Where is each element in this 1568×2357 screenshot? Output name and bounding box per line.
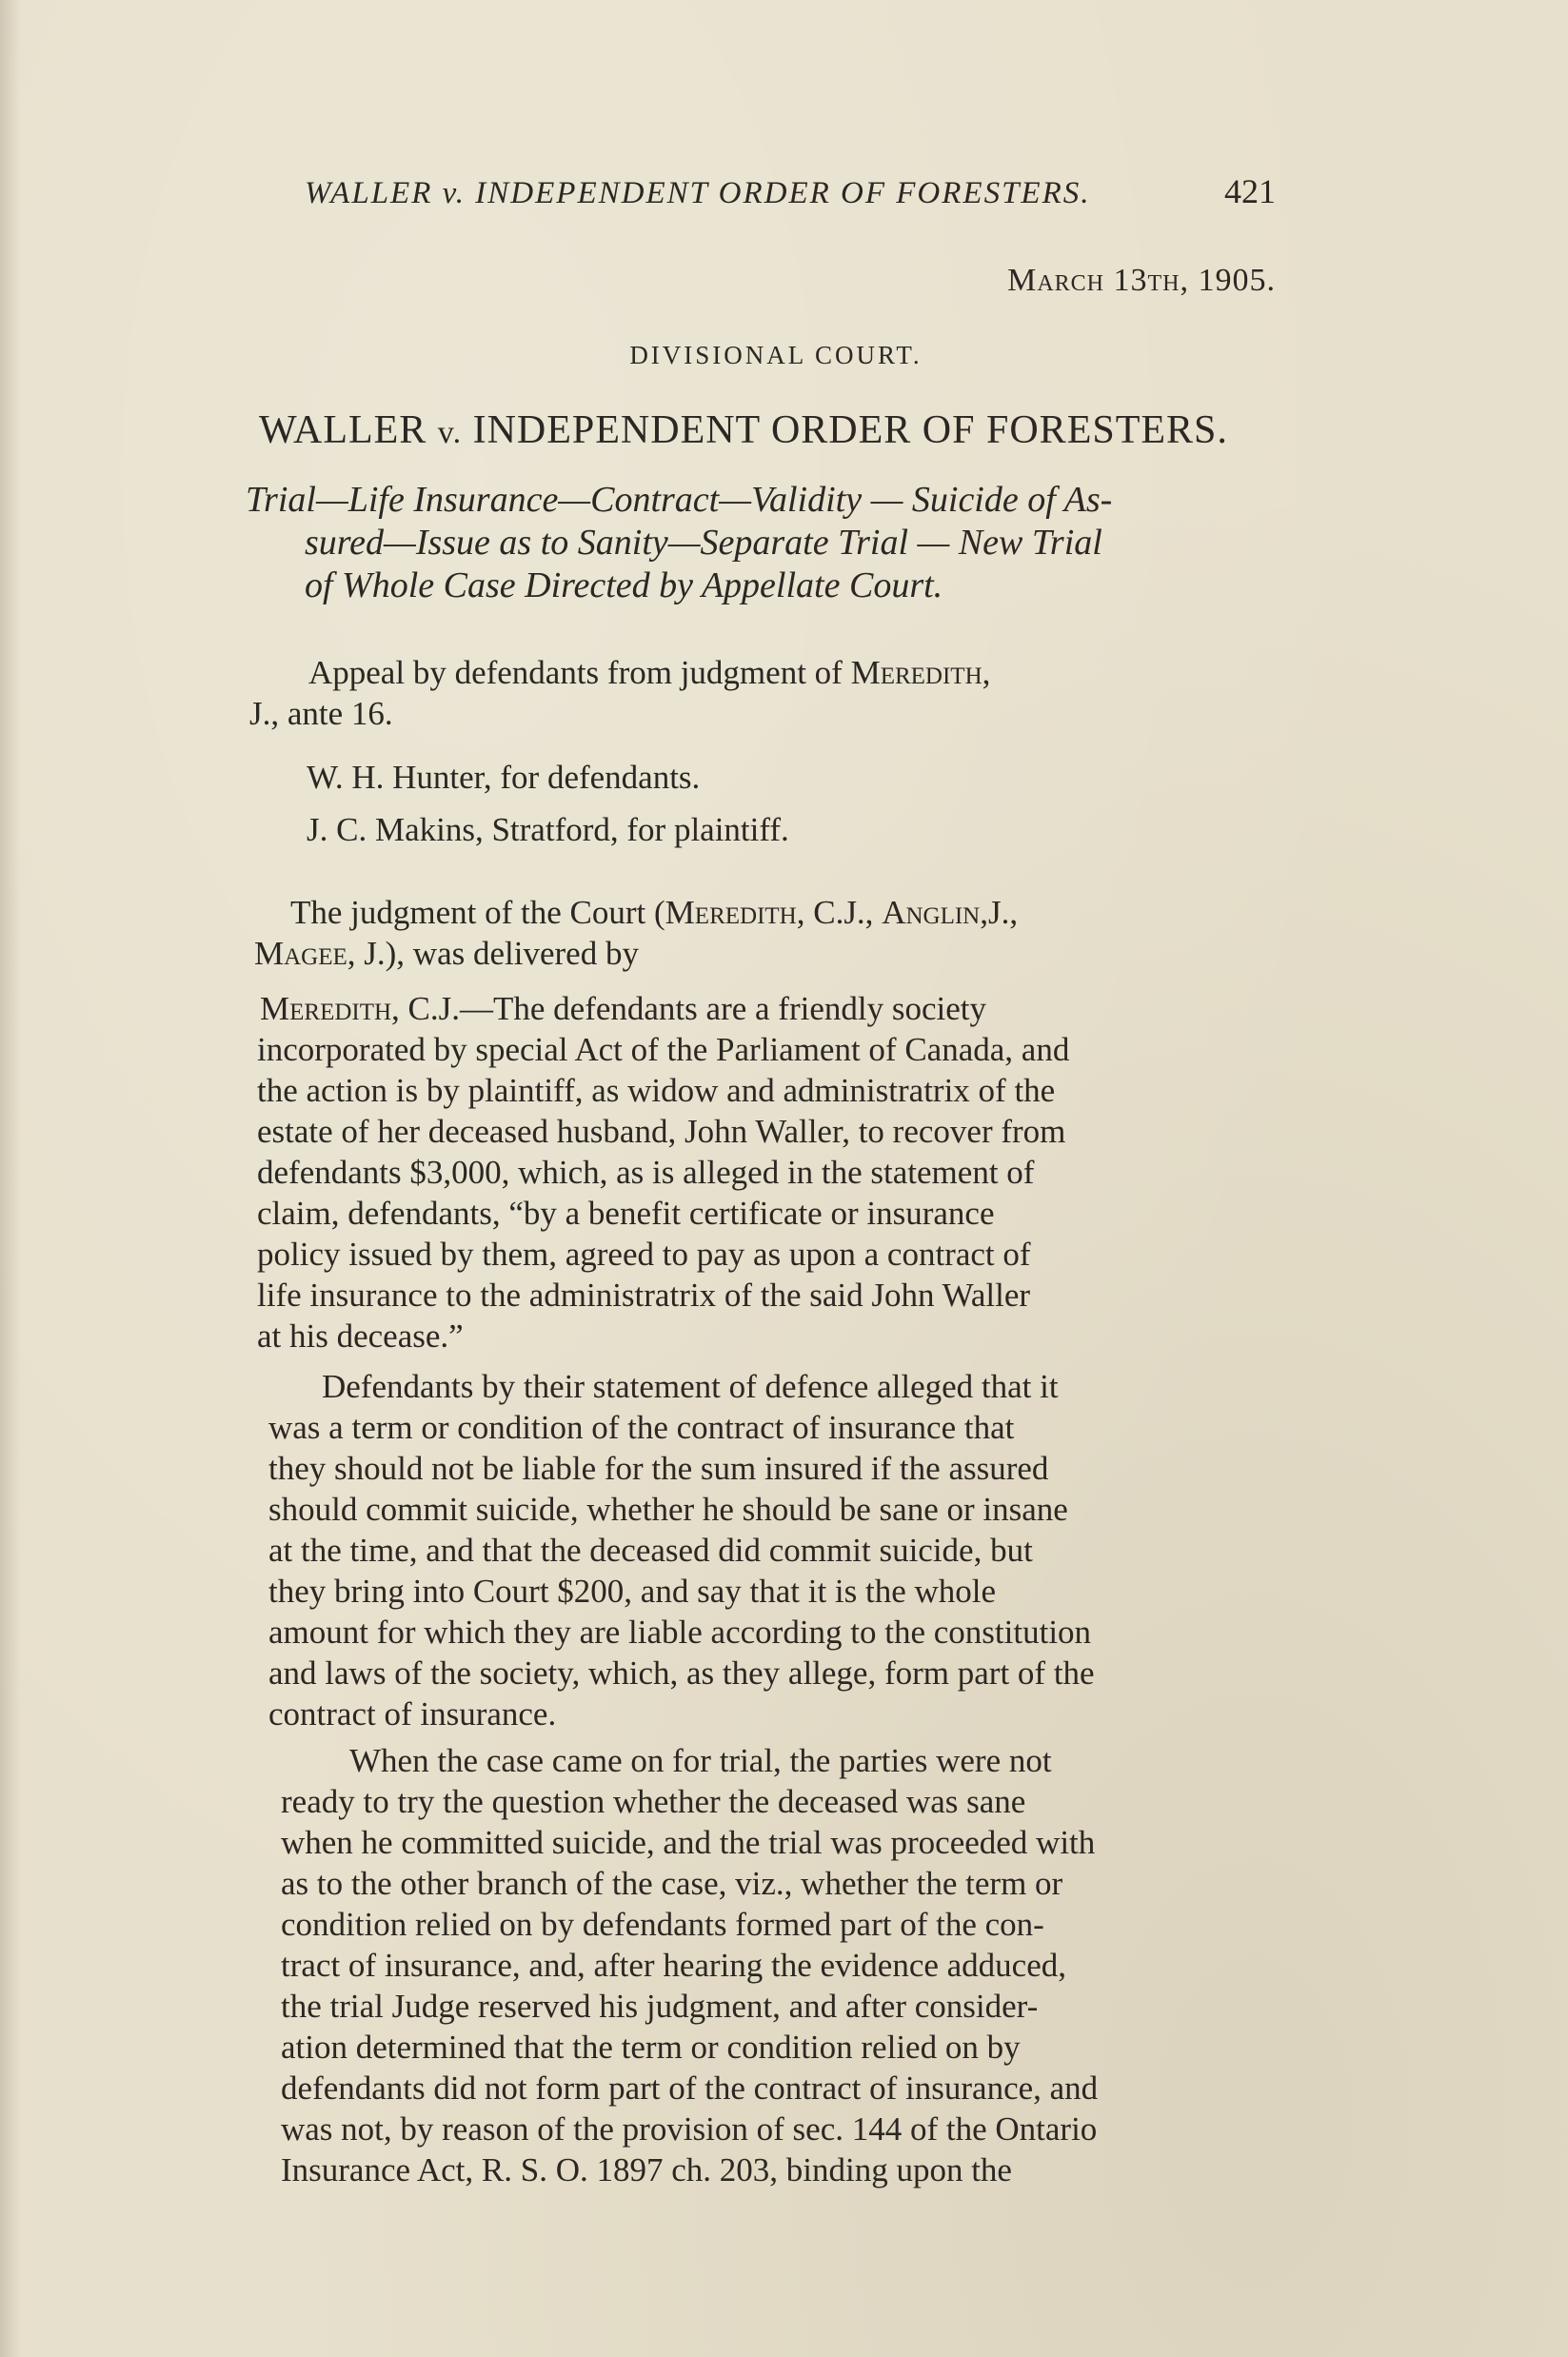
body-line: tract of insurance, and, after hearing the evidence adduced, (281, 1947, 1066, 1984)
body-line: the action is by plaintiff, as widow and administratrix of the (257, 1072, 1056, 1109)
body-line: defendants $3,000, which, as is alleged in the statement of (257, 1154, 1035, 1191)
appeal-line: J., ante 16. (249, 695, 393, 732)
judge-name: Magee, (254, 935, 356, 972)
running-head-title: WALLER v. INDEPENDENT ORDER OF FORESTERS. (305, 176, 1091, 210)
body-line: they should not be liable for the sum insured if the assured (268, 1450, 1049, 1487)
case-versus: v. (437, 415, 463, 450)
page-edge-shadow (0, 0, 21, 2357)
body-line: policy issued by them, agreed to pay as upon a contract of (257, 1236, 1031, 1273)
judgment-intro-text: J., (987, 894, 1019, 931)
judgment-intro-text: C.J., (804, 894, 883, 931)
judgment-intro-text: J.), was delivered by (355, 935, 639, 972)
body-line: as to the other branch of the case, viz., whether the term or (281, 1865, 1063, 1902)
counsel-defendants: W. H. Hunter, for defendants. (307, 759, 701, 796)
case-defendant: INDEPENDENT ORDER OF FORESTERS. (472, 408, 1228, 452)
body-line: ation determined that the term or condition relied on by (281, 2029, 1021, 2066)
judgment-intro (254, 892, 1309, 974)
body-line: ready to try the question whether the deceased was sane (281, 1783, 1026, 1820)
body-line: estate of her deceased husband, John Waller, to recover from (257, 1113, 1066, 1150)
counsel-plaintiff: J. C. Makins, Stratford, for plaintiff. (307, 811, 789, 848)
body-line: should commit suicide, whether he should be sane or insane (268, 1491, 1068, 1528)
appeal-text: Appeal by defendants from judgment of (308, 654, 851, 691)
body-line (257, 988, 1314, 1029)
decision-date: March 13th, 1905. (1007, 263, 1276, 298)
body-line: claim, defendants, “by a benefit certificate or insurance (257, 1195, 995, 1232)
headnote-line: Trial—Life Insurance—Contract—Validity — Suicide of As- (246, 480, 1113, 520)
body-line: when he committed suicide, and the trial was proceeded with (281, 1824, 1096, 1861)
body-line: and laws of the society, which, as they allege, form part of the (268, 1654, 1095, 1692)
body-line: defendants did not form part of the contract of insurance, and (281, 2070, 1099, 2107)
headnote-line: of Whole Case Directed by Appellate Court. (305, 565, 943, 605)
body-line: life insurance to the administratrix of the said John Waller (257, 1277, 1031, 1314)
judge-name: Meredith, (260, 990, 400, 1027)
body-line: the trial Judge reserved his judgment, and after consider- (281, 1988, 1039, 2025)
body-paragraph-3 (281, 1740, 1319, 2190)
body-paragraph-1 (257, 988, 1314, 1357)
judge-name: Anglin, (882, 894, 988, 931)
court-name: DIVISIONAL COURT. (629, 341, 923, 369)
headnote-line: sured—Issue as to Sanity—Separate Trial — New Trial (305, 523, 1102, 563)
body-line: was a term or condition of the contract of insurance that (268, 1409, 1015, 1446)
headnote (246, 479, 1293, 607)
case-title (259, 407, 1297, 453)
judgment-intro-line (290, 892, 1309, 933)
body-line: at his decease.” (257, 1317, 464, 1355)
body-line: When the case came on for trial, the parties were not (349, 1742, 1052, 1779)
body-text: C.J.—The defendants are a friendly society (399, 990, 986, 1027)
judge-name: Meredith, (665, 894, 805, 931)
judgment-intro-line (254, 933, 1309, 974)
body-line: at the time, and that the deceased did commit suicide, but (268, 1532, 1033, 1569)
judge-name: Meredith, (850, 654, 991, 691)
appeal-line (249, 652, 1297, 693)
body-line: they bring into Court $200, and say that it is the whole (268, 1573, 997, 1610)
body-line: Insurance Act, R. S. O. 1897 ch. 203, binding upon the (281, 2151, 1012, 2189)
page-number: 421 (1224, 172, 1276, 210)
body-line: condition relied on by defendants formed part of the con- (281, 1906, 1044, 1943)
body-paragraph-2 (268, 1366, 1316, 1734)
body-line: amount for which they are liable according to the constitution (268, 1614, 1092, 1651)
case-plaintiff: WALLER (259, 408, 427, 452)
body-line: incorporated by special Act of the Parliament of Canada, and (257, 1031, 1070, 1068)
body-line: was not, by reason of the provision of sec. 144 of the Ontario (281, 2110, 1098, 2148)
body-line: contract of insurance. (268, 1695, 557, 1733)
judgment-intro-text: The judgment of the Court ( (290, 894, 665, 931)
appeal-statement (249, 652, 1297, 734)
body-line: Defendants by their statement of defence alleged that it (322, 1368, 1059, 1405)
running-head (305, 171, 1276, 211)
